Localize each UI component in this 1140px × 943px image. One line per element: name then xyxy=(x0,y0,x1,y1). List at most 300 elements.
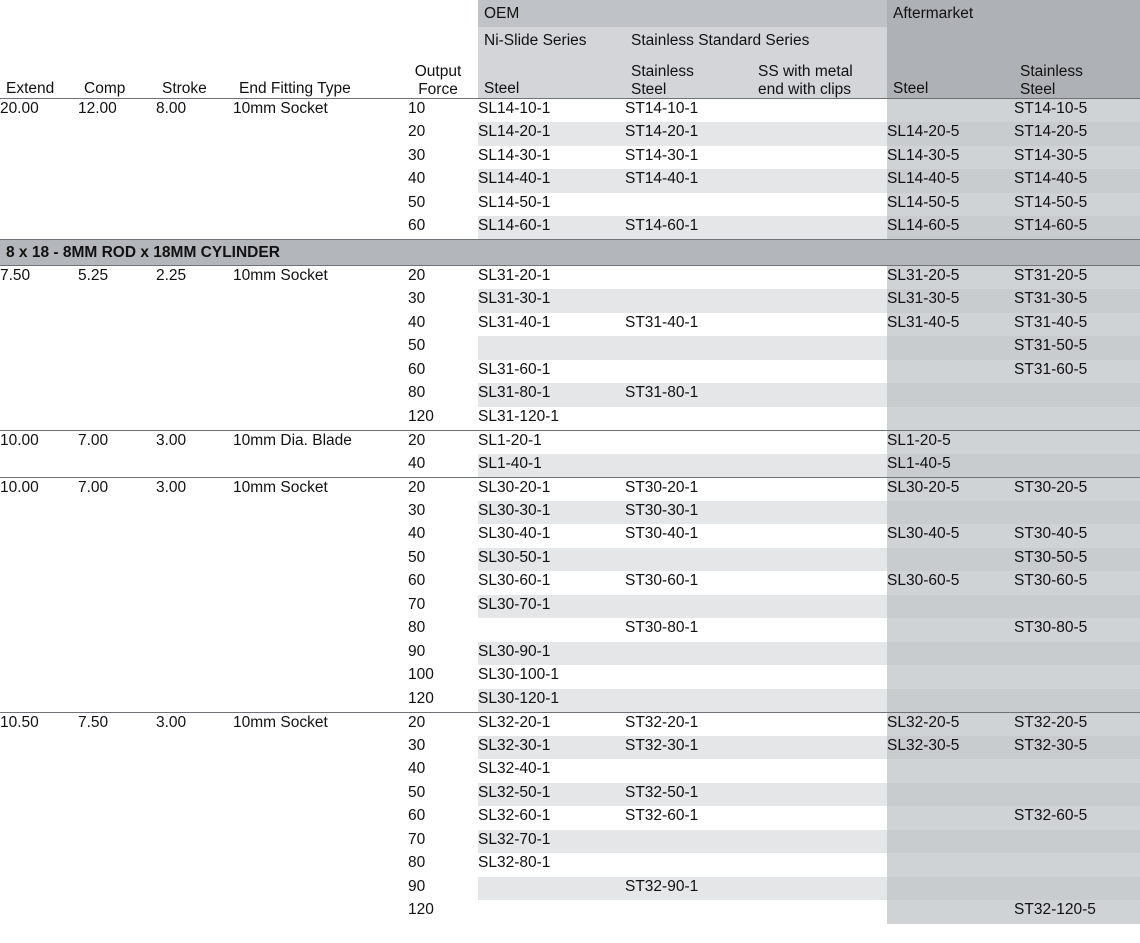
cell-extend xyxy=(0,689,78,713)
cell-oem-stainless-steel xyxy=(625,266,752,290)
section-banner-label: 8 x 18 - 8MM ROD x 18MM CYLINDER xyxy=(0,240,1140,266)
cell-oem-nislide-steel xyxy=(478,900,625,924)
table-row xyxy=(0,736,1140,760)
cell-am-stainless-steel xyxy=(1014,830,1140,854)
cell-oem-stainless-steel: ST30-30-1 xyxy=(625,501,752,525)
cell-oem-nislide-steel: SL32-80-1 xyxy=(478,853,625,877)
table-row xyxy=(0,783,1140,807)
cell-comp xyxy=(78,169,156,193)
table-row xyxy=(0,313,1140,337)
table-row xyxy=(0,122,1140,146)
cell-extend xyxy=(0,524,78,548)
cell-am-stainless-steel: ST32-60-5 xyxy=(1014,806,1140,830)
cell-end-fitting xyxy=(233,806,408,830)
cell-am-steel: SL14-60-5 xyxy=(887,216,1014,240)
cell-am-steel: SL32-30-5 xyxy=(887,736,1014,760)
cell-end-fitting xyxy=(233,524,408,548)
cell-am-steel xyxy=(887,665,1014,689)
cell-comp xyxy=(78,759,156,783)
cell-am-steel xyxy=(887,642,1014,666)
cell-stroke xyxy=(156,736,233,760)
header-spacer-left-2 xyxy=(0,27,478,54)
cell-extend: 10.50 xyxy=(0,712,78,736)
cell-comp xyxy=(78,736,156,760)
cell-am-steel: SL30-20-5 xyxy=(887,477,1014,501)
cell-stroke xyxy=(156,830,233,854)
cell-oem-nislide-steel xyxy=(478,618,625,642)
cell-oem-nislide-steel: SL14-40-1 xyxy=(478,169,625,193)
cell-oem-ss-clips xyxy=(752,900,887,924)
cell-end-fitting xyxy=(233,360,408,384)
cell-oem-stainless-steel xyxy=(625,642,752,666)
cell-comp xyxy=(78,806,156,830)
cell-extend xyxy=(0,759,78,783)
cell-am-steel xyxy=(887,853,1014,877)
cell-oem-nislide-steel: SL14-50-1 xyxy=(478,193,625,217)
cell-am-steel: SL14-30-5 xyxy=(887,146,1014,170)
cell-end-fitting xyxy=(233,736,408,760)
cell-comp xyxy=(78,665,156,689)
cell-output-force: 50 xyxy=(408,193,426,211)
cell-stroke xyxy=(156,216,233,240)
table-row xyxy=(0,712,1140,736)
cell-extend xyxy=(0,216,78,240)
table-row xyxy=(0,900,1140,924)
cell-stroke xyxy=(156,783,233,807)
header-am-steel-label: Steel xyxy=(893,80,929,98)
cell-am-stainless-steel xyxy=(1014,665,1140,689)
cell-oem-ss-clips xyxy=(752,830,887,854)
cell-end-fitting xyxy=(233,900,408,924)
cell-stroke xyxy=(156,665,233,689)
header-oem-nislide-steel-label: Steel xyxy=(484,80,520,98)
cell-am-steel xyxy=(887,806,1014,830)
cell-extend xyxy=(0,454,78,478)
cell-end-fitting xyxy=(233,122,408,146)
cell-oem-ss-clips xyxy=(752,383,887,407)
cell-oem-ss-clips xyxy=(752,477,887,501)
cell-comp xyxy=(78,783,156,807)
cell-end-fitting xyxy=(233,501,408,525)
cell-am-steel xyxy=(887,383,1014,407)
cell-oem-ss-clips xyxy=(752,571,887,595)
cell-end-fitting xyxy=(233,830,408,854)
table-row xyxy=(0,759,1140,783)
cell-oem-ss-clips xyxy=(752,689,887,713)
cell-end-fitting xyxy=(233,689,408,713)
cell-am-stainless-steel: ST14-20-5 xyxy=(1014,122,1140,146)
cell-am-stainless-steel xyxy=(1014,595,1140,619)
cell-oem-ss-clips xyxy=(752,289,887,313)
cell-stroke xyxy=(156,146,233,170)
cell-oem-stainless-steel: ST14-10-1 xyxy=(625,99,752,123)
cell-oem-ss-clips xyxy=(752,146,887,170)
cell-am-steel: SL14-40-5 xyxy=(887,169,1014,193)
table-row xyxy=(0,524,1140,548)
cell-comp xyxy=(78,146,156,170)
cell-output-force: 70 xyxy=(408,595,426,613)
cell-stroke xyxy=(156,642,233,666)
cell-output-force: 30 xyxy=(408,501,426,519)
cell-comp xyxy=(78,454,156,478)
header-group-row xyxy=(0,0,1140,27)
cell-extend xyxy=(0,618,78,642)
cell-oem-ss-clips xyxy=(752,548,887,572)
cell-stroke xyxy=(156,313,233,337)
cell-oem-stainless-steel: ST30-20-1 xyxy=(625,477,752,501)
cell-am-steel xyxy=(887,595,1014,619)
cell-extend xyxy=(0,806,78,830)
cell-end-fitting xyxy=(233,313,408,337)
cell-comp xyxy=(78,524,156,548)
cell-extend xyxy=(0,571,78,595)
header-series-row xyxy=(0,27,1140,54)
cell-output-force: 50 xyxy=(408,783,426,801)
header-group-aftermarket xyxy=(887,0,1140,27)
cell-am-stainless-steel xyxy=(1014,877,1140,901)
cell-output-force: 40 xyxy=(408,525,426,542)
cell-output-force: 90 xyxy=(408,877,426,895)
cell-comp xyxy=(78,501,156,525)
table-row xyxy=(0,193,1140,217)
table-row xyxy=(0,548,1140,572)
cell-am-stainless-steel: ST31-20-5 xyxy=(1014,266,1140,290)
cell-oem-nislide-steel: SL30-70-1 xyxy=(478,595,625,619)
cell-comp: 7.00 xyxy=(78,430,156,454)
cell-comp xyxy=(78,313,156,337)
cell-am-steel: SL1-20-5 xyxy=(887,430,1014,454)
cell-output-force: 30 xyxy=(408,146,426,164)
cell-extend xyxy=(0,407,78,431)
cell-output-force: 40 xyxy=(408,454,426,472)
cell-oem-stainless-steel xyxy=(625,430,752,454)
cell-end-fitting xyxy=(233,642,408,666)
cell-oem-nislide-steel: SL32-70-1 xyxy=(478,830,625,854)
header-series-nislide-label: Ni-Slide Series xyxy=(484,32,587,49)
cell-oem-stainless-steel: ST32-50-1 xyxy=(625,783,752,807)
cell-oem-nislide-steel: SL14-60-1 xyxy=(478,216,625,240)
cell-end-fitting xyxy=(233,571,408,595)
cell-oem-stainless-steel xyxy=(625,336,752,360)
cell-stroke xyxy=(156,336,233,360)
cell-comp xyxy=(78,642,156,666)
cell-oem-ss-clips xyxy=(752,642,887,666)
cell-oem-stainless-steel: ST14-60-1 xyxy=(625,216,752,240)
cell-stroke xyxy=(156,289,233,313)
cell-am-stainless-steel xyxy=(1014,783,1140,807)
cell-extend: 7.50 xyxy=(0,266,78,290)
cell-output-force: 60 xyxy=(408,572,426,589)
table-row xyxy=(0,877,1140,901)
cell-oem-stainless-steel xyxy=(625,759,752,783)
cell-oem-ss-clips xyxy=(752,712,887,736)
cell-stroke xyxy=(156,548,233,572)
table-body xyxy=(0,99,1140,924)
table-row xyxy=(0,806,1140,830)
cell-comp xyxy=(78,689,156,713)
cell-comp xyxy=(78,571,156,595)
cell-oem-stainless-steel: ST30-60-1 xyxy=(625,571,752,595)
cell-am-stainless-steel: ST31-30-5 xyxy=(1014,289,1140,313)
cell-am-steel xyxy=(887,759,1014,783)
cell-oem-stainless-steel xyxy=(625,454,752,478)
cell-oem-stainless-steel: ST32-20-1 xyxy=(625,712,752,736)
cell-am-steel xyxy=(887,830,1014,854)
cell-oem-ss-clips xyxy=(752,736,887,760)
cell-oem-ss-clips xyxy=(752,99,887,123)
cell-end-fitting xyxy=(233,407,408,431)
cell-stroke xyxy=(156,595,233,619)
header-col-oem-stainless-steel xyxy=(625,54,752,99)
cell-oem-stainless-steel xyxy=(625,407,752,431)
cell-stroke xyxy=(156,169,233,193)
cell-oem-stainless-steel: ST14-20-1 xyxy=(625,122,752,146)
header-am-ss-line1: Stainless xyxy=(1020,63,1083,81)
cell-end-fitting xyxy=(233,759,408,783)
cell-am-stainless-steel: ST30-20-5 xyxy=(1014,477,1140,501)
cell-am-steel xyxy=(887,877,1014,901)
table-row xyxy=(0,571,1140,595)
cell-comp xyxy=(78,289,156,313)
table-row xyxy=(0,336,1140,360)
header-col-comp: Comp xyxy=(84,80,126,98)
cell-extend: 10.00 xyxy=(0,477,78,501)
cell-extend xyxy=(0,146,78,170)
cell-oem-ss-clips xyxy=(752,122,887,146)
cell-output-force: 60 xyxy=(408,217,426,234)
cell-comp: 7.00 xyxy=(78,477,156,501)
cell-output-force: 20 xyxy=(408,430,478,454)
cell-comp: 12.00 xyxy=(78,99,156,123)
cell-end-fitting xyxy=(233,853,408,877)
table-row xyxy=(0,618,1140,642)
cell-oem-ss-clips xyxy=(752,783,887,807)
cell-stroke xyxy=(156,360,233,384)
cell-oem-ss-clips xyxy=(752,524,887,548)
table-row xyxy=(0,642,1140,666)
cell-end-fitting: 10mm Socket xyxy=(233,99,408,123)
cell-oem-ss-clips xyxy=(752,595,887,619)
cell-output-force: 70 xyxy=(408,830,426,848)
cell-oem-nislide-steel: SL31-20-1 xyxy=(478,266,625,290)
cell-oem-nislide-steel: SL31-120-1 xyxy=(478,407,625,431)
cell-oem-nislide-steel: SL32-20-1 xyxy=(478,712,625,736)
cell-am-steel xyxy=(887,900,1014,924)
header-series-stainless-standard-label: Stainless Standard Series xyxy=(631,32,810,49)
cell-am-stainless-steel: ST31-60-5 xyxy=(1014,360,1140,384)
cell-extend xyxy=(0,193,78,217)
cell-comp xyxy=(78,595,156,619)
cell-oem-ss-clips xyxy=(752,665,887,689)
header-oem-ss-line1: Stainless xyxy=(631,63,694,81)
cell-am-steel: SL31-20-5 xyxy=(887,266,1014,290)
cell-output-force: 30 xyxy=(408,290,426,307)
cell-end-fitting: 10mm Socket xyxy=(233,477,408,501)
cell-oem-nislide-steel: SL30-60-1 xyxy=(478,571,625,595)
cell-oem-ss-clips xyxy=(752,266,887,290)
cell-end-fitting xyxy=(233,595,408,619)
cell-output-force: 40 xyxy=(408,760,426,777)
cell-comp xyxy=(78,122,156,146)
cell-am-steel xyxy=(887,360,1014,384)
cell-oem-ss-clips xyxy=(752,454,887,478)
header-length-title xyxy=(10,98,117,99)
cell-output-force: 40 xyxy=(408,313,426,331)
cell-extend xyxy=(0,595,78,619)
cell-am-stainless-steel: ST30-40-5 xyxy=(1014,524,1140,548)
header-group-oem xyxy=(478,0,887,27)
cell-am-stainless-steel xyxy=(1014,853,1140,877)
cell-oem-stainless-steel: ST14-30-1 xyxy=(625,146,752,170)
cell-am-steel xyxy=(887,99,1014,123)
cell-output-force: 80 xyxy=(408,619,426,636)
cell-oem-nislide-steel: SL31-80-1 xyxy=(478,383,625,407)
cell-stroke xyxy=(156,454,233,478)
cell-am-stainless-steel: ST32-20-5 xyxy=(1014,712,1140,736)
cell-comp xyxy=(78,216,156,240)
cell-am-steel xyxy=(887,501,1014,525)
cell-am-stainless-steel xyxy=(1014,383,1140,407)
cell-output-force: 50 xyxy=(408,548,426,566)
table-row xyxy=(0,360,1140,384)
cell-am-stainless-steel: ST14-10-5 xyxy=(1014,99,1140,123)
cell-output-force: 120 xyxy=(408,689,434,707)
cell-oem-nislide-steel: SL32-60-1 xyxy=(478,806,625,830)
cell-comp xyxy=(78,548,156,572)
cell-am-steel xyxy=(887,618,1014,642)
cell-oem-stainless-steel xyxy=(625,193,752,217)
cell-end-fitting xyxy=(233,454,408,478)
cell-oem-nislide-steel: SL30-120-1 xyxy=(478,689,625,713)
cell-extend xyxy=(0,336,78,360)
cell-output-force: 40 xyxy=(408,170,426,187)
table-row xyxy=(0,430,1140,454)
cell-oem-stainless-steel xyxy=(625,289,752,313)
section-banner-row xyxy=(0,240,1140,266)
header-col-extend: Extend xyxy=(6,80,55,98)
cell-am-stainless-steel xyxy=(1014,407,1140,431)
cell-am-steel xyxy=(887,336,1014,360)
cell-am-steel: SL14-20-5 xyxy=(887,122,1014,146)
cell-oem-stainless-steel xyxy=(625,853,752,877)
cell-extend xyxy=(0,736,78,760)
header-oem-ssclip-line1: SS with metal xyxy=(758,63,853,81)
cell-end-fitting: 10mm Socket xyxy=(233,266,408,290)
cell-stroke xyxy=(156,806,233,830)
table-row xyxy=(0,146,1140,170)
cell-oem-ss-clips xyxy=(752,853,887,877)
cell-stroke xyxy=(156,524,233,548)
cell-comp: 5.25 xyxy=(78,266,156,290)
cell-oem-ss-clips xyxy=(752,216,887,240)
cell-oem-nislide-steel xyxy=(478,877,625,901)
cell-oem-stainless-steel: ST31-40-1 xyxy=(625,313,752,337)
cell-am-stainless-steel: ST32-30-5 xyxy=(1014,736,1140,760)
cell-am-stainless-steel: ST30-50-5 xyxy=(1014,548,1140,572)
cell-comp xyxy=(78,336,156,360)
table-row xyxy=(0,216,1140,240)
cell-oem-ss-clips xyxy=(752,169,887,193)
cell-am-stainless-steel: ST14-50-5 xyxy=(1014,193,1140,217)
cell-am-steel: SL31-40-5 xyxy=(887,313,1014,337)
cell-output-force: 80 xyxy=(408,384,426,401)
cell-output-force: 60 xyxy=(408,360,426,378)
cell-stroke xyxy=(156,501,233,525)
cell-end-fitting xyxy=(233,665,408,689)
header-series-stainless-standard xyxy=(625,27,887,54)
cell-end-fitting xyxy=(233,289,408,313)
cell-am-stainless-steel: ST31-40-5 xyxy=(1014,313,1140,337)
cell-am-steel xyxy=(887,783,1014,807)
cell-am-stainless-steel: ST14-60-5 xyxy=(1014,216,1140,240)
cell-oem-stainless-steel: ST30-40-1 xyxy=(625,524,752,548)
cell-comp xyxy=(78,853,156,877)
cell-am-stainless-steel: ST30-80-5 xyxy=(1014,618,1140,642)
cell-oem-ss-clips xyxy=(752,877,887,901)
cell-comp xyxy=(78,877,156,901)
header-oem-ss-line2: Steel xyxy=(631,80,667,98)
cell-stroke xyxy=(156,689,233,713)
cell-oem-ss-clips xyxy=(752,759,887,783)
cell-output-force: 20 xyxy=(408,123,426,140)
cell-oem-nislide-steel: SL30-20-1 xyxy=(478,477,625,501)
cell-oem-nislide-steel: SL32-30-1 xyxy=(478,736,625,760)
cell-oem-nislide-steel: SL1-20-1 xyxy=(478,430,625,454)
cell-extend xyxy=(0,783,78,807)
table-row xyxy=(0,454,1140,478)
cell-stroke xyxy=(156,383,233,407)
header-col-am-steel xyxy=(887,54,1014,99)
cell-oem-stainless-steel xyxy=(625,665,752,689)
cell-oem-ss-clips xyxy=(752,430,887,454)
cell-extend xyxy=(0,642,78,666)
cell-stroke xyxy=(156,193,233,217)
cell-am-steel: SL1-40-5 xyxy=(887,454,1014,478)
cell-end-fitting xyxy=(233,216,408,240)
table-row xyxy=(0,407,1140,431)
table-row xyxy=(0,689,1140,713)
header-output-force-line1: Output xyxy=(414,63,462,81)
cell-end-fitting xyxy=(233,193,408,217)
cell-extend xyxy=(0,830,78,854)
cell-stroke: 3.00 xyxy=(156,712,233,736)
cell-oem-nislide-steel: SL1-40-1 xyxy=(478,454,625,478)
cell-oem-nislide-steel: SL30-30-1 xyxy=(478,501,625,525)
cell-oem-nislide-steel: SL14-10-1 xyxy=(478,99,625,123)
cell-oem-ss-clips xyxy=(752,360,887,384)
cell-am-stainless-steel: ST14-40-5 xyxy=(1014,169,1140,193)
cell-stroke xyxy=(156,571,233,595)
cell-output-force: 20 xyxy=(408,266,478,290)
table-row xyxy=(0,169,1140,193)
cell-stroke xyxy=(156,759,233,783)
cell-am-stainless-steel: ST31-50-5 xyxy=(1014,336,1140,360)
cell-am-steel: SL30-40-5 xyxy=(887,524,1014,548)
cell-am-stainless-steel xyxy=(1014,642,1140,666)
cell-oem-stainless-steel: ST32-30-1 xyxy=(625,736,752,760)
cell-output-force: 20 xyxy=(408,712,478,736)
cell-oem-ss-clips xyxy=(752,336,887,360)
header-col-output-force xyxy=(408,54,478,99)
cell-output-force: 90 xyxy=(408,642,426,660)
cell-extend xyxy=(0,360,78,384)
cell-stroke xyxy=(156,877,233,901)
cell-extend xyxy=(0,289,78,313)
cell-oem-stainless-steel xyxy=(625,548,752,572)
cell-output-force: 30 xyxy=(408,736,426,754)
cell-oem-nislide-steel: SL14-30-1 xyxy=(478,146,625,170)
cell-stroke: 3.00 xyxy=(156,430,233,454)
